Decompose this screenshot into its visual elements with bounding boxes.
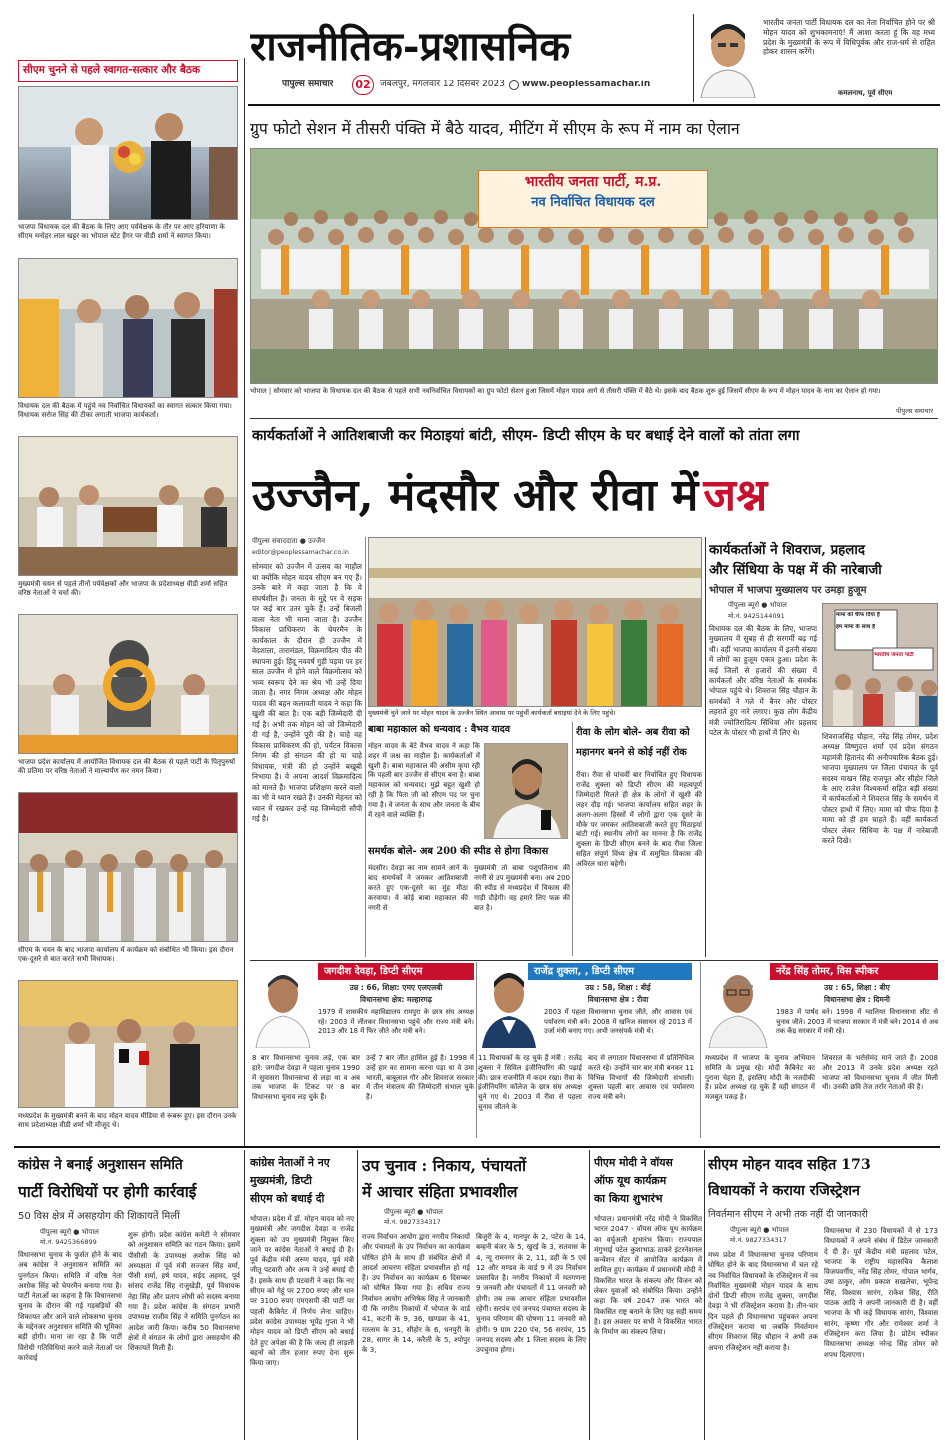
congress-greet-headline-1: कांग्रेस नेताओं ने नए [250,1156,330,1169]
top-story-rule [250,418,938,419]
section-title: राजनीतिक-प्रशासनिक [250,23,571,70]
top-story-headline: ग्रुप फोटो सेशन में तीसरी पंक्ति में बैठे यादव, मीटिंग में सीएम के रूप में नाम का ऐलान [250,119,740,138]
congress-headline-1: कांग्रेस ने बनाई अनुशासन समिति [18,1157,183,1173]
left-caption-1: भाजपा विधायक दल की बैठक के लिए आए पर्यवेक्षक के तौर पर आए हरियाणा के सीएम मनोहर लाल खट्टर का भोपाल स्टेट हैंगर पर वीडी शर्मा ने स्वागत किया। [18,223,225,240]
shukla-age-edu: उम्र : 58, शिक्षा : बीई [585,983,651,992]
page-number: 02 [355,78,371,91]
right-byline [728,601,828,610]
pin-icon: ● [417,1208,424,1216]
quote-author: कमलनाथ, पूर्व सीएम [838,89,893,97]
pin-icon: ● [763,1226,770,1234]
celebration-photo-caption: मुख्यमंत्री चुने जाने पर मोहन यादव के उज्जैन स्थित आवास पर पहुंचीं कार्यकर्ता बधाइयां देने के लिए पहुंचे। [368,709,616,717]
right-text-a: विधायक दल की बैठक के लिए, भाजपा मुख्यालय में सुबह से ही सरगर्मी बढ़ गई थी। वहीं भाजपा कार्यालय में इतनी संख्या में लोगों का हुजूम एकत्र हुआ। प्रदेश के कई जिलों से हजारों की संख्या में कार्यकर्ता और वरिष्ठ नेताओं के समर्थक भोपाल पहुंचे थे। शिवराज सिंह चौहान के समर्थकों ने गले में बैनर और पोस्टर लहराते हुए नारे लगाए। कुछ लोग केंद्रीय मंत्री ज्योतिरादित्य सिंधिया और प्रहलाद पटेल के पोस्टर भी हाथों में लिए थे। [709,624,817,738]
congress-byline-name: पीपुल्स ब्यूरो [40,1228,72,1236]
kamalnath-portrait [697,16,759,98]
page-number-badge [352,75,374,95]
right-text-b: शिवराजसिंह चौहान, नरेंद्र सिंह तोमर, प्रदेश अध्यक्ष विष्णुदत्त शर्मा एवं प्रदेश संगठन महामंत्री हितानंद की अनौपचारिक बैठक हुई। भाजपा मुख्यालय पर जिला पंचायत के पूर्व सदस्य माखन सिंह राजपूत और सीहोर जिले के आए राजेश विश्वकर्मा सहित बड़ी संख्या में कार्यकर्ताओं ने शिवराज सिंह के समर्थन में पोस्टर हाथों में लिए। मामा को चीफ दिया है मामा को ही हम चाहते हैं। वहीं कार्यकर्ता पोस्टर लेकर सिंधिया के पक्ष में नारेबाजी करते दिखे। [822,732,938,846]
right-mobile: मो.नं. 9425144091 [728,612,785,620]
main-byline [252,537,362,546]
congress-subhead: 50 विस क्षेत्र में असहयोग की शिकायतें मिलीं [18,1211,180,1222]
main-email: editor@peoplessamachar.co.in [252,549,349,556]
bjp-banner-line1: भारतीय जनता पार्टी, म.प्र. [524,174,662,190]
right-story-headline-2: और सिंधिया के पक्ष में की नारेबाजी [709,562,882,578]
devda-constituency: विधानसभा क्षेत्र: मल्हारगढ़ [359,995,432,1004]
pin-icon: ● [761,601,768,609]
registration-text-a: मध्य प्रदेश में विधानसभा चुनाव परिणाम घोषित होने के बाद विधानसभा में चल रहे नव निर्वाचित विधायकों के रजिस्ट्रेशन में नव निर्वाचित मुख्यमंत्री मोहन यादव के साथ दोनों डिप्टी सीएम राजेंद्र शुक्ला, जगदीश देवड़ा ने भी रजिस्ट्रेशन कराया है। तीन-चार दिन पहले ही विधानसभा पहुंचकर अपना रजिस्ट्रेशन कराया था जबकि निवर्तमान सीएम शिवराज सिंह चौहान ने अभी तक अपना रजिस्ट्रेशन नहीं कराया है। [708,1250,818,1352]
tomar-bio: 1983 में पार्षद बने। 1998 में ग्वालियर विधानसभा सीट से चुनाव जीते। 2003 में भाजपा सरकार में मंत्री बने। 2014 से अब तक केंद्र सरकार में मंत्री रहे। [776,1008,938,1035]
pin-icon: ● [299,537,306,545]
bypoll-byline-name: पीपुल्स ब्यूरो [384,1208,416,1216]
congress-greet-headline-2: मुख्यमंत्री, डिप्टी [250,1174,312,1187]
congress-headline-2: पार्टी विरोधियों पर होगी कार्रवाई [18,1182,197,1201]
modi-text: भोपाल। प्रधानमंत्री नरेंद्र मोदी ने विकसित भारत 2047 - वॉयस ऑफ यूथ कार्यक्रम का वर्चुअली शुभारंभ किया। राज्यपाल मंगुभाई पटेल कुशाभाऊ ठाकरे इंटरनेशनल कन्वेंशन सेंटर में आयोजित कार्यक्रम में शामिल हुए। कार्यक्रम में प्रधानमंत्री मोदी ने विकसित भारत के संकल्प और विजन को लेकर युवाओं को संबोधित किया। उन्होंने कहा कि वर्ष 2047 तक भारत को विकसित राष्ट्र बनाने के लिए यह सही समय है। इस अवसर पर सभी ने विकसित भारत के निर्माण का संकल्प लिया। [594,1214,702,1337]
photo-cm-media [18,980,238,1108]
main-headline-part2: जश्न [703,470,768,521]
sub3-text-a: मंदसौर। देवड़ा का नाम सामने आने के बाद समर्थकों ने जमकर आतिशबाजी करते हुए एक-दूसरे का मुंह मीठा करवाया। वे कोई बाबा महाकाल की नगरी से [368,864,468,912]
group-photo-credit: पीपुल्स समाचार [896,407,933,415]
right-byline-name: पीपुल्स ब्यूरो [728,601,760,609]
shukla-name-text: राजेंद्र शुक्ला, , डिप्टी सीएम [534,966,635,977]
right-story-headline-1: कार्यकर्ताओं ने शिवराज, प्रहलाद [709,542,865,558]
placard-photo [822,603,938,727]
devda-bio: 1979 में शासकीय महाविद्यालय रामपुरा के छात्र संघ अध्यक्ष रहे। 2003 में लीतकर विधानसभा पहुंचे और राज्य मंत्री बने। 2013 और 18 में फिर जीते और मंत्री बने। [318,1008,474,1035]
photo-statue-tribute [18,614,238,754]
sub2-headline [576,720,702,766]
tomar-portrait [705,964,771,1048]
congress-greet-text: भोपाल। प्रदेश में डॉ. मोहन यादव को नए मुख्यमंत्री और जगदीश देवड़ा व राजेंद्र शुक्ला को उप मुख्यमंत्री नियुक्त किए जाने पर कांग्रेस नेताओं ने बधाई दी है। पूर्व केंद्रीय मंत्री अरुण यादव, पूर्व मंत्री जीतू पटवारी और अन्य ने उन्हें बधाई दी है। इसके साथ ही पटवारी ने कहा कि नए सीएम को गेहूं पर 2700 रुपए और धान पर 3100 रुपए एमएसपी की पार्टी पर पहली कैबिनेट में निर्णय लेना चाहिए। प्रदेश कांग्रेस उपाध्यक्ष भूपेंद्र गुप्ता ने भी मोहन यादव को डिप्टी सीएम को बधाई देते हुए अपेक्षा की है कि जल्द ही लाड़ली बहनों को तीन हजार रुपए देना शुरू किया जाए। [250,1214,354,1368]
shukla-body-a: 11 विधायकों के रह चुके हैं मंत्री : राजेंद्र शुक्ला ने सिविल इंजीनियरिंग की पढ़ाई की। छात्र राजनीति में कदम रखा। रीवा के इंजीनियरिंग कॉलेज के छात्र संघ अध्यक्ष चुने गए थे। 2003 में रीवा से पहला चुनाव जीतने के [478,1054,582,1111]
devda-name-bar: जगदीश देवड़ा, डिप्टी सीएम [318,963,474,980]
main-right-divider [705,537,706,957]
pin-icon: ● [73,1228,80,1236]
main-headline-part1: उज्जैन, मंदसौर और रीवा में [252,470,699,521]
placard-3: भारतीय जनता पार्टी [874,652,914,658]
bypoll-text-a: राज्य निर्वाचन आयोग द्वारा नगरीय निकायों और पंचायतों के उप निर्वाचन का कार्यक्रम घोषित होने के साथ ही संबंधित क्षेत्रों में आदर्श आचरण संहिता प्रभावशील हो गई है। उप निर्वाचन का कार्यक्रम 6 दिसम्बर को घोषित किया गया है। सचिव राज्य निर्वाचन आयोग अभिषेक सिंह ने जानकारी दी कि नगरीय निकायों में भोपाल के वार्ड 41, कटनी के 9, 36, खण्डवा के 41, रतलाम के 31, सीहोर के 6, धनपुरी के 28, सागर के 14, करैली के 5, श्योपुर के 3, [362,1232,470,1355]
bottom-section-rule [14,1146,940,1148]
registration-text-b: विधानसभा में 230 विधायकों में से 173 विधायकों ने अपने संबंध में डिटेल जानकारी दे दी है। पूर्व केंद्रीय मंत्री प्रहलाद पटेल, भाजपा के राष्ट्रीय महासचिव कैलाश विजयवर्गीय, नरेंद्र सिंह तोमर, गोपाल भार्गव, उषा ठाकुर, ओम प्रकाश सखलेचा, भूपेन्द्र सिंह, विश्वास सारंग, राकेश सिंह, रीति पाठक आदि ने अपनी जानकारी दी है। वहीं भाजपा के भी कई विधायक सारंग, विश्वास सारंग, कृष्णा गौर और रामेश्वर शर्मा ने रजिस्ट्रेशन करा लिया है। प्रोटेम स्पीकर विधानसभा अध्यक्ष नरेन्द्र सिंह तोमर को शपथ दिलाएगा। [824,1226,938,1359]
devda-age-edu: उम्र : 66, शिक्षा: एमए एलएलबी [349,983,443,992]
profiles-top-rule [250,960,938,961]
bottom-divider-4 [704,1150,705,1440]
masthead-rule [248,104,940,106]
congress-byline-place: भोपाल [81,1228,99,1236]
tomar-age-edu: उम्र : 65, शिक्षा : बीए [824,983,890,992]
left-caption-4: भाजपा प्रदेश कार्यालय में आयोजित विधायक दल की बैठक से पहले पार्टी के पितृपुरुषों की प्रतिमा पर वरिष्ठ नेताओं ने माल्यार्पण कर नमन किया। [18,758,236,775]
bottom-divider-1 [244,1150,245,1440]
tomar-name-bar: नरेंद्र सिंह तोमर, विस स्पीकर [770,963,938,980]
tomar-body-b: शिवराज के भरोसेमंद माने जाते हैं। 2008 और 2013 में उनके प्रदेश अध्यक्ष रहते भाजपा को विधानसभा चुनाव में जीत मिली थी। उनकी छवि तेज तर्रार नेताओं की है। [822,1054,938,1092]
shukla-constituency: विधानसभा क्षेत्र : रीवा [587,995,649,1004]
main-col1-divider [365,537,366,957]
sub3-headline: समर्थक बोले- अब 200 की स्पीड से होगा विकास [368,846,549,857]
left-caption-5: सीएम के चयन के बाद भाजपा कार्यालय में कार्यक्रम को संबोधित भी किया। इस दौरान एक-दूसरे से बात करते सभी विधायक। [18,946,234,963]
placard-1: मामा को चीफ दिया है [836,612,880,618]
devda-body-b: उन्हें 7 बार जीत हासिल हुई है। 1998 में उन्हें हार का सामना करना पड़ा था वे उमा भारती, बाबूलाल गौर और शिवराज सरकार में तीन मंत्रालय की जिम्मेदारी संभाल चुके हैं। [366,1054,474,1102]
bypoll-text-b: बिजुरी के 4, मानपुर के 2, पटेरा के 14, बम्हनी बंजर के 5, खुरई के 3, सतवास के 4, न्यू रामनगर के 2, 11, डही के 5 एवं 12 और मण्डव के वार्ड 9 में उप निर्वाचन प्रस्तावित है। नगरीय निकायों में मतगणना 9 जनवरी और पंचायतों में 11 जनवरी को होगी। तब तक आचार संहिता प्रभावशील रहेगी। सरपंच एवं जनपद पंचायत सदस्य के चुनाव परिणाम की घोषणा 11 जनवरी को होगी। 9 ग्राम 220 पंच, 56 सरपंच, 15 जनपद सदस्य और 1 जिला सदस्य के लिए उपचुनाव होगा। [476,1232,586,1355]
registration-subhead: निवर्तमान सीएम ने अभी तक नहीं दी जानकारी [708,1209,868,1220]
sub2-headline-text: रीवा के लोग बोले- अब रीवा को महानगर बनने से कोई नहीं रोक [576,727,690,758]
congress-greet-headline-3: सीएम को बधाई दी [250,1192,325,1205]
main-byline-place: उज्जैन [308,537,325,545]
left-caption-2: विधायक दल की बैठक में पहुंचे नव निर्वाचित विधायकों का स्वागत सत्कार किया गया। विधायक सरोज सिंह की टीका लगाती भाजपा कार्यकर्ता। [18,402,232,419]
bottom-divider-3 [589,1150,590,1440]
globe-icon [509,80,519,90]
main-story-headline [252,466,938,532]
bypoll-byline [384,1208,504,1217]
bjp-banner [478,170,708,228]
tomar-body-a: मध्यप्रदेश में भाजपा के चुनाव अभियान समिति के प्रमुख रहे। मोदी कैबिनेट का पुराना चेहरा हैं, इसलिए मोदी के नजदीकी हैं। प्रदेश अध्यक्ष रह चुके हैं वहीं संगठन में मजबूत पकड़ है। [705,1054,815,1102]
registration-byline-place: भोपाल [771,1226,789,1234]
vaibhav-yadav-photo [484,743,568,839]
tomar-constituency: विधानसभा क्षेत्र : दिमनी [824,995,890,1004]
registration-mobile: मो.नं. 9827334317 [730,1236,787,1244]
bottom-divider-2 [357,1150,358,1440]
sub1-text: मोहन यादव के बेटे वैभव यादव ने कहा कि शहर में जश्न का माहौल है। कार्यकर्ताओं में खुशी है। बाबा महाकाल की असीम कृपा रही कि पहली बार उज्जैन से सीएम बना है। बाबा महाकाल को धन्यवाद। मुझे बहुत खुशी हो रही है कि पिता जी को सीएम पद पर चुना गया है। वे जनता के साथ और जनता के बीच में रहने वाले व्यक्ति हैं। [368,742,480,819]
main-col-divider-2 [572,722,573,956]
group-photo-caption: भोपाल | सोमवार को भाजपा के विधायक दल की बैठक से पहले सभी नवनिर्वाचित विधायकों का ग्रुप फोटो सेशन हुआ जिसमें मोहन यादव आगे से तीसरी पंक्ति में बैठे थे। इसके बाद बैठक शुरू हुई जिसमें सीएम के रूप में मोहन यादव के नाम का ऐलान हो गया। [250,387,881,395]
photo-mla-welcome [18,258,238,398]
devda-body-a: 8 बार विधानसभा चुनाव लड़े, एक बार हारे: जगदीश देवड़ा ने पहला चुनाव 1990 में सुवासरा विधानसभा से लड़ा था व अब तक भाजपा के टिकट पर 8 बार विधानसभा चुनाव लड़ चुके हैं। [252,1054,360,1102]
celebration-photo [368,537,702,707]
left-caption-6: मध्यप्रदेश के मुख्यमंत्री बनने के बाद मोहन यादव मीडिया से रूबरू हुए। इस दौरान उनके साथ प्रदेशाध्यक्ष वीडी शर्मा भी मौजूद थे। [18,1112,237,1129]
congress-text-a: विधानसभा चुनाव के फुर्सत होने के बाद अब कांग्रेस ने अनुशासन समिति का पुनर्गठन किया। समिति में वरिष्ठ नेता अशोक सिंह को चेयरमैन बनाया गया है। पार्टी नेताओं का कहना है कि विधानसभा चुनाव के दौरान की गई गड़बड़ियों की शिकायत और आने वाले लोकसभा चुनाव के मद्देनजर अनुशासन समिति की भूमिका बड़ी होगी। माना जा रहा है कि पार्टी विरोधी गतिविधियां करने वाले नेताओं पर कार्रवाई [18,1250,122,1362]
registration-headline-2: विधायकों ने कराया रजिस्ट्रेशन [708,1183,860,1199]
sub2-text: रीवा। रीवा से पांचवीं बार निर्वाचित हुए विधायक राजेंद्र शुक्ला को डिप्टी सीएम की महत्वपूर्ण जिम्मेदारी मिलते ही क्षेत्र के लोगों में खुशी की लहर दौड़ गई। भाजपा कार्यालय सहित शहर के अलग-अलग हिस्सों में लोगों द्वारा एक दूसरे के मौके पर जमकर आतिशबाजी करते हुए मिठाइयां बांटी गईं। स्थानीय लोगों का मानना है कि राजेंद्र शुक्ला के डिप्टी सीएम बनने के बाद रीवा जिला सहित संपूर्ण विंध्य क्षेत्र में समुचित विकास की अविरल धारा बहेगी। [576,770,702,869]
shukla-body-b: बाद से लगातार विधानसभा में प्रतिनिधित्व करते रहे। उन्होंने चार बार मंत्री बनकर 11 विभिन्न विभागों की जिम्मेदारी संभाली। शुक्ला पहली बार आवास एवं पर्यावरण राज्य मंत्री बने। [588,1054,694,1102]
photo-mlas-chat [18,792,238,942]
modi-headline-2: ऑफ यूथ कार्यक्रम [594,1174,667,1187]
bypoll-byline-place: भोपाल [425,1208,443,1216]
photo-khattar-welcome [18,86,238,220]
sub1-headline: बाबा महाकाल को धन्यवाद : वैभव यादव [368,724,511,735]
left-column-divider [244,58,245,1146]
bypoll-headline-2: में आचार संहिता प्रभावशील [362,1182,518,1201]
devda-portrait [252,964,314,1048]
profile-divider-1 [476,962,477,1138]
shukla-bio: 2003 में पहला विधानसभा चुनाव जीते, और आवास एवं पर्यावरण मंत्री बने। 2008 में खनिज संसाधन रहे 2013 में उर्जा मंत्री बनाए गए। अभी जनसंपर्क मंत्री थे। [544,1008,692,1035]
bypoll-headline-1: उप चुनाव : निकाय, पंचायतों [362,1156,527,1175]
right-story-subhead: भोपाल में भाजपा मुख्यालय पर उमड़ा हुजूम [709,585,867,596]
main-byline-name: पीपुल्स संवाददाता [252,537,298,545]
main-col1-text: सोमवार को उज्जैन में उत्सव का माहौल था क्योंकि मोहन यादव सीएम बन गए हैं। उनके बारे में कहा जाता है कि वे संघर्षशील हैं। जनता के मुद्दे पर वे सड़क पर कई बार उतर चुके हैं। उन्हें बिजली वाला नेता भी माना जाता है। उज्जैन विकास प्राधिकरण के चेयरमैन के कार्यकाल के दौरान ही उज्जैन में वेदशाला, तारामंडल, विक्रमादित्य पीठ की स्थापना हुई। हिंदू नववर्ष गुड़ी पड़वा पर हर साल उज्जैन में होने वाले विक्रमोत्सव को भव्य स्वरूप देने का श्रेय भी उन्हें दिया जाता है। नगर निगम अध्यक्ष और मोहन यादव की बहन कलावती यादव ने कहा कि खुशी की बात है। एक बड़ी जिम्मेदारी दी गई है। अभी तक मोहन को जो जिम्मेदारी दी गई है, उन्होंने पूरी की है। चाहे वह विकास प्राधिकरण की हो, पर्यटन विकास निगम की हो संगठन की हो या चाहे विधायक, मंत्री की हो उन्होंने बखूबी निभाया है। वे अपना आदर्श विक्रमादित्य को मानते हैं। भाजपा प्रशिक्षण करने वालों का भी वे ध्यान रखते हैं। उनकी मेहनत को ध्यान में रखकर उन्हें यह जिम्मेदारी सौंपी गई है। [252,562,362,823]
left-column-header-text: सीएम चुनने से पहले स्वागत-सत्कार और बैठक [23,64,201,76]
website: www.peoplessamachar.in [522,80,651,89]
registration-headline-1: सीएम मोहन यादव सहित 173 [708,1157,871,1173]
left-caption-3: मुख्यमंत्री चयन से पहले तीनों पर्यवेक्षकों और भाजपा के प्रदेशाध्यक्ष वीडी शर्मा सहित वरिष्ठ नेताओं ने चर्चा की। [18,580,228,597]
shukla-name-bar [528,963,692,980]
masthead-divider [693,14,694,102]
bjp-banner-line2: नव निर्वाचित विधायक दल [531,195,655,210]
congress-text-b: शुरू होगी। प्रदेश कांग्रेस कमेटी ने सोमवार को अनुशासन समिति का गठन किया। इसमें पीसीसी के उपाध्यक्ष अशोक सिंह को अध्यक्षता में पूर्व मंत्री सज्जन सिंह वर्मा, पीसी शर्मा, हर्ष यादव, सईद अहमद, पूर्व सांसद राजेंद्र सिंह राजुखेड़ी, पूर्व विधायक नेहा सिंह और प्रताप लोधी को सदस्य बनाया गया है। प्रदेश कांग्रेस के संगठन प्रभारी उपाध्यक्ष राजीव सिंह ने समिति पुनर्गठन का आदेश जारी किया। करीब 50 विधानसभा क्षेत्रों में संगठन के लोगों द्वारा असहयोग की शिकायतें मिली हैं। [128,1230,240,1353]
bypoll-mobile: मो.नं. 9827334317 [384,1218,441,1226]
placard-2: हम मामा के साथ हैं [836,624,876,630]
profile-divider-2 [700,962,701,1138]
registration-byline-name: पीपुल्स ब्यूरो [730,1226,762,1234]
dateline: जबलपुर, मंगलवार 12 दिसंबर 2023 [380,80,505,89]
main-story-kicker: कार्यकर्ताओं ने आतिशबाजी कर मिठाइयां बांटी, सीएम- डिप्टी सीएम के घर बधाई देने वालों को तांता लगा [252,427,800,444]
right-byline-place: भोपाल [769,601,787,609]
sub3-text-b: मुख्यमंत्री तो बाबा पशुपतिनाथ की नगरी से उप मुख्यमंत्री बना। अब 200 की स्पीड से मध्यप्रदेश में विकास की गाड़ी दौड़ेगी। वह हमारे लिए फक्र की बात है। [474,864,570,912]
photo-observers-meeting [18,436,238,576]
modi-headline-3: का किया शुभारंभ [594,1192,663,1205]
quote-text: भारतीय जनता पार्टी विधायक दल का नेता निर्वाचित होने पर श्री मोहन यादव को शुभकामनाएं! मैं आशा करता हूं कि वह मध्य प्रदेश के मुख्यमंत्री के रूप में विधिपूर्वक और राज-धर्म से राहित होकर शासन करेंगे। [763,18,935,57]
left-column-header [18,60,238,82]
modi-headline-1: पीएम मोदी ने वॉयस [594,1156,673,1169]
paper-name: पीपुल्स समाचार [282,80,334,89]
congress-mobile: मो.नं. 9425366899 [40,1238,97,1246]
